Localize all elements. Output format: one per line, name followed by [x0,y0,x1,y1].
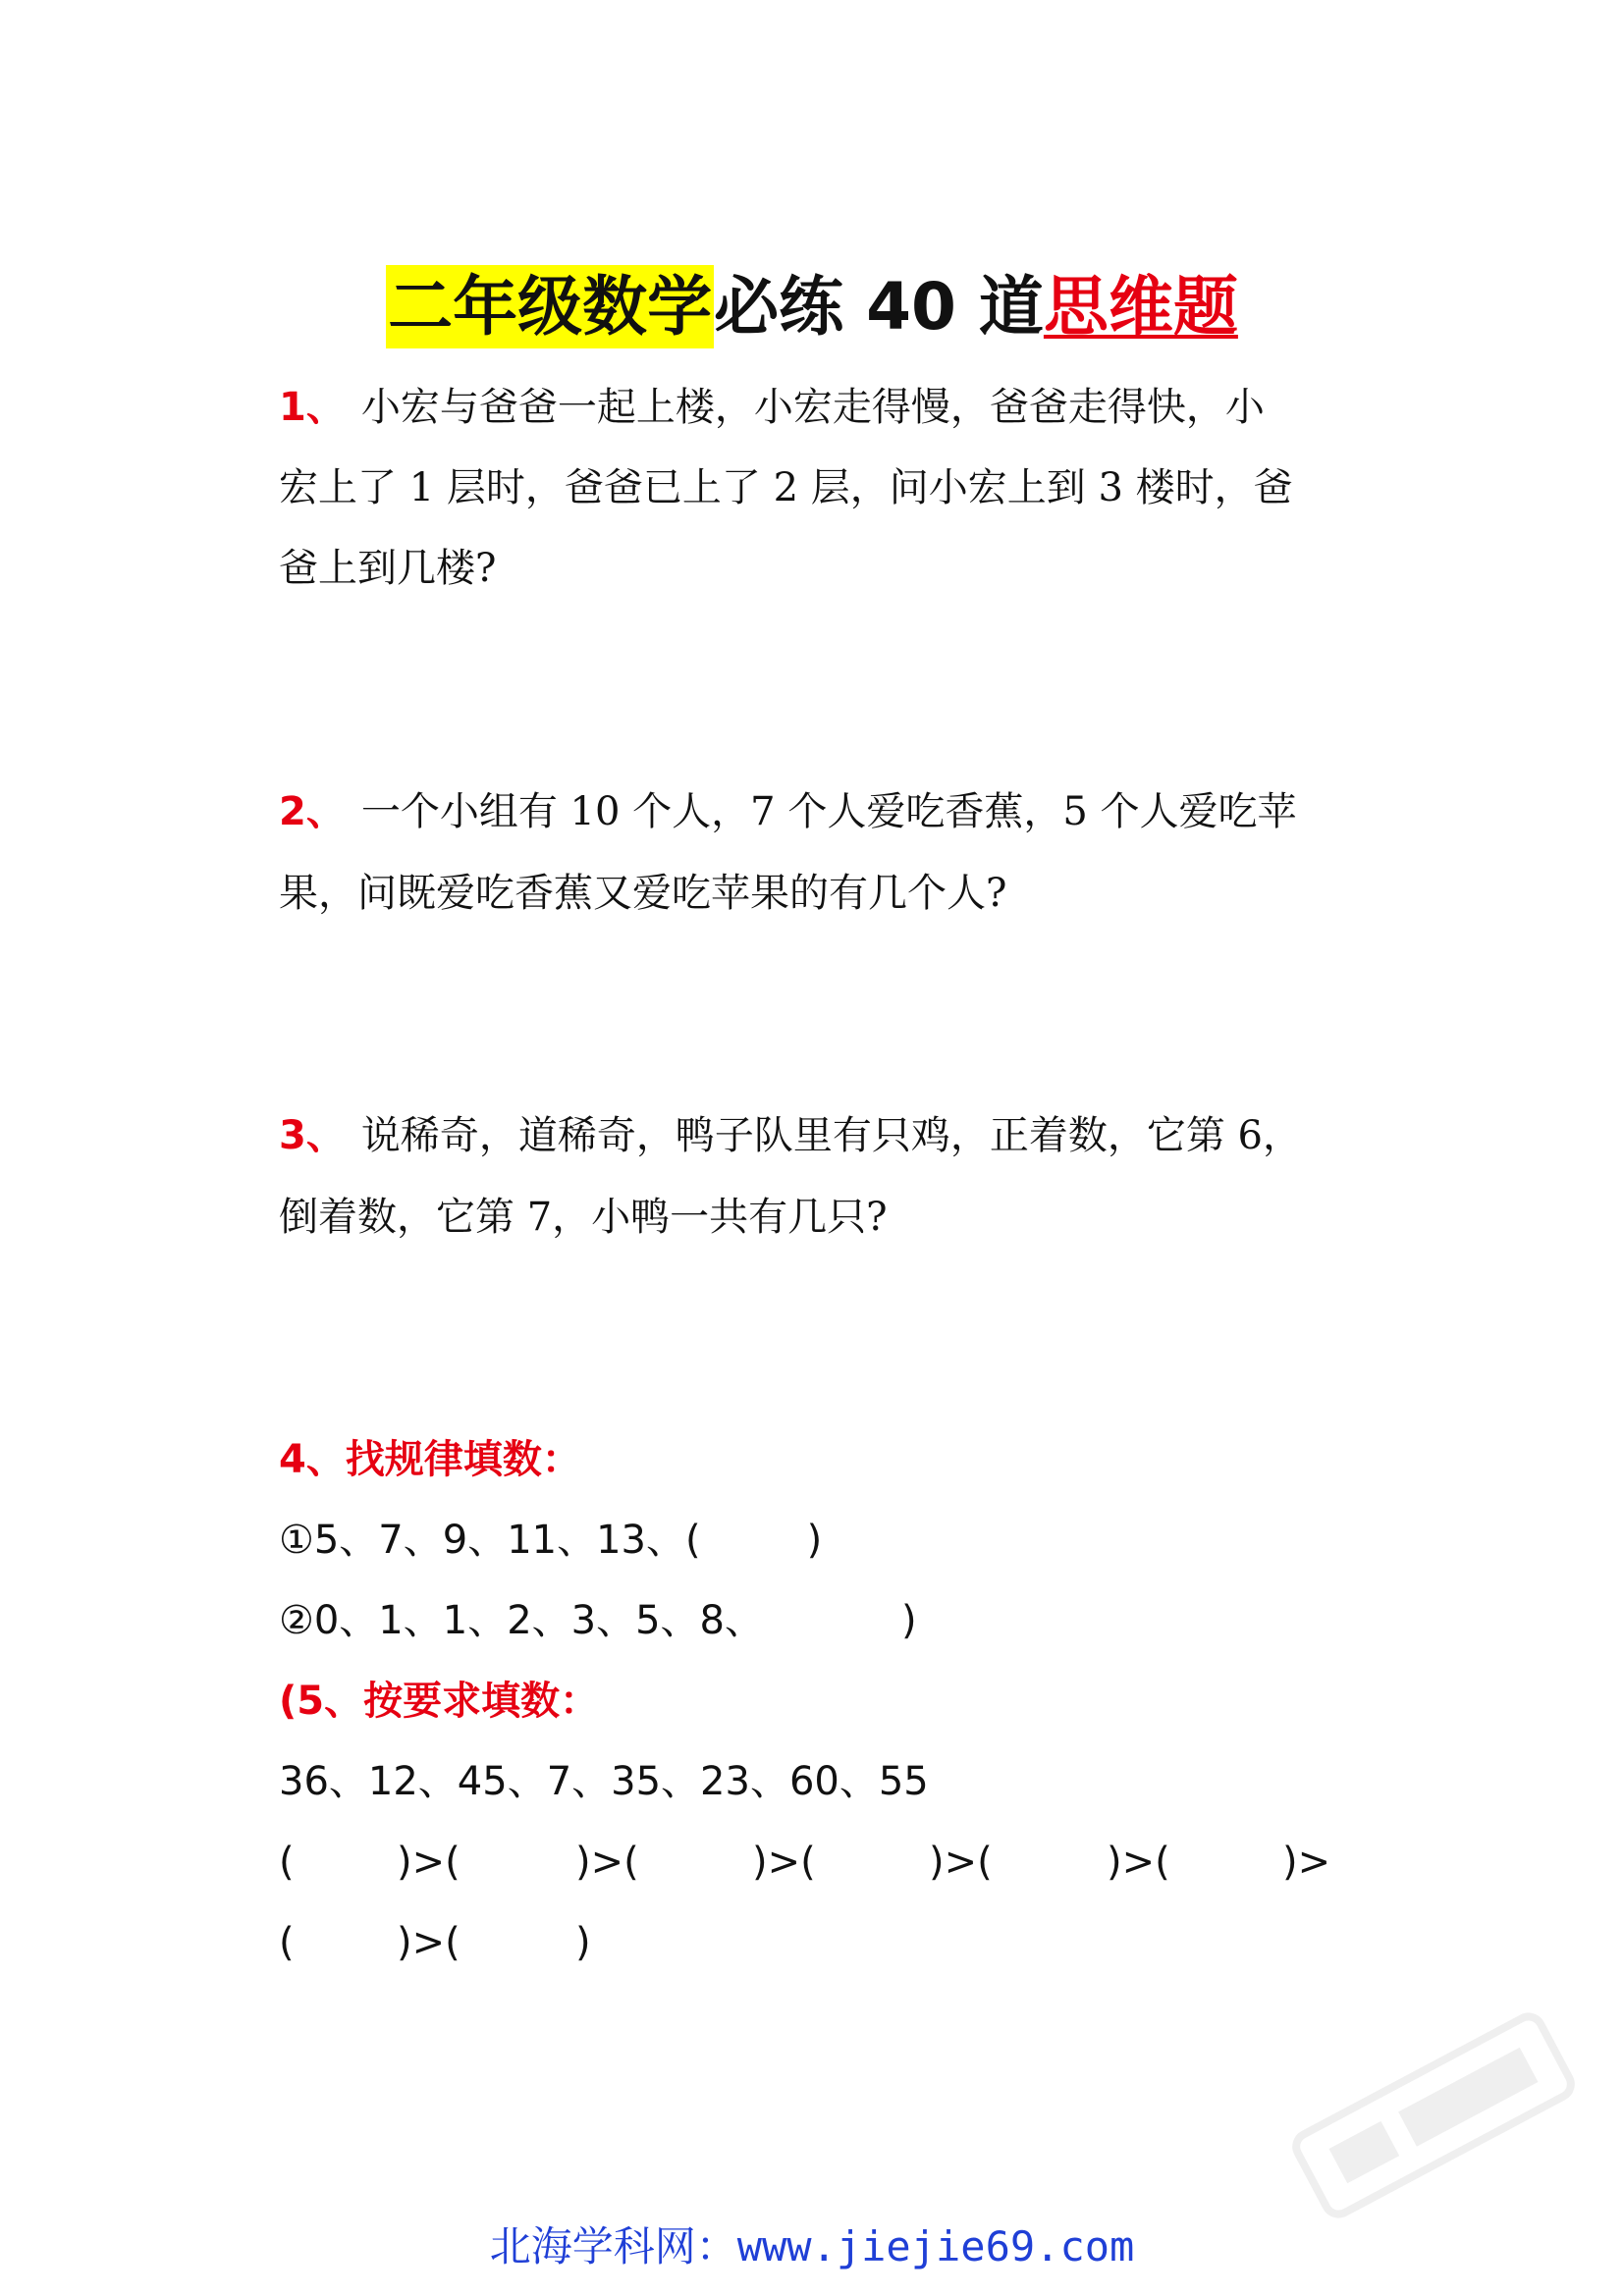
q5-r2-seg-0: ( [279,1920,295,1965]
q1-line-3: 爸上到几楼? [279,546,497,591]
footer-credit [0,2215,1624,2273]
q4-seq1-close: ) [806,1518,823,1563]
q3-text-1: 说稀奇，道稀奇，鸭子队里有只鸡，正着数，它第 6， [360,1113,1303,1158]
q3-number: 3、 [279,1113,346,1158]
q1-line-1 [279,378,1379,437]
title-highlight: 二年级数学 [386,265,714,348]
footer-site-link[interactable]: www.jiejie69.com [736,2222,1135,2270]
q2-line-2: 果，问既爱吃香蕉又爱吃苹果的有几个人? [279,871,1007,916]
q4-seq1-text: ①5、7、9、11、13、( [279,1518,701,1563]
q5-heading: (5、按要求填数： [279,1679,600,1724]
q4-seq2-text: ②0、1、1、2、3、5、8、 [279,1598,765,1643]
footer-label: 北海学科网： [489,2222,737,2270]
q5-r2-seg-1: )>( [397,1920,460,1965]
q5-r1-seg-3: )>( [752,1840,816,1885]
q5-r1-seg-2: )>( [575,1840,639,1885]
q3-line-2: 倒着数，它第 7，小鸭一共有几只? [279,1195,888,1240]
q5-r1-seg-1: )>( [397,1840,460,1885]
q4-seq2-close: ) [901,1598,917,1643]
page-title [0,263,1624,351]
q2-line-1 [279,782,1379,841]
title-red: 思维题 [1043,269,1238,345]
q1-number: 1、 [279,385,346,430]
q5-numbers: 36、12、45、7、35、23、60、55 [279,1759,929,1804]
q4-sequence-1 [279,1511,1379,1570]
q4-sequence-2 [279,1591,1379,1650]
q2-number: 2、 [279,789,346,834]
q1-line-2: 宏上了 1 层时，爸爸已上了 2 层，问小宏上到 3 楼时，爸 [279,465,1293,510]
q5-r1-seg-6: )> [1282,1840,1331,1885]
title-middle: 必练 40 道 [714,269,1044,345]
q3-line-1 [279,1106,1379,1165]
watermark-logo [1269,1981,1597,2249]
q2-text-1: 一个小组有 10 个人，7 个人爱吃香蕉，5 个人爱吃苹 [360,789,1297,834]
q5-r1-seg-4: )>( [929,1840,993,1885]
q4-heading: 4、找规律填数： [279,1437,581,1482]
q5-r1-seg-5: )>( [1107,1840,1170,1885]
q5-r2-seg-2: ) [575,1920,591,1965]
q5-r1-seg-0: ( [279,1840,295,1885]
q1-text-1: 小宏与爸爸一起上楼，小宏走得慢，爸爸走得快，小 [360,385,1265,430]
